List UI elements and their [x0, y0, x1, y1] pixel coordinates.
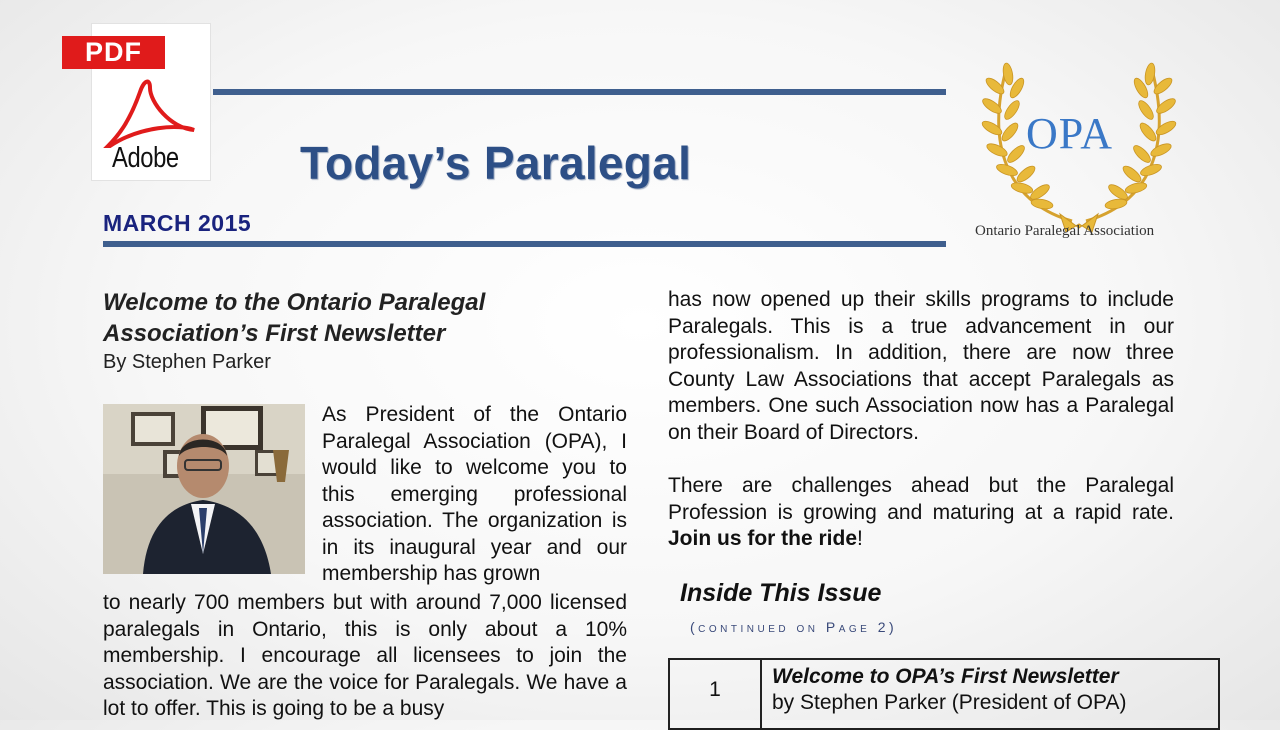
paragraph-2-text: There are challenges ahead but the Paralegal Profession is growing and maturing at a rapid rate. — [668, 474, 1174, 524]
header-rule-top — [213, 89, 946, 95]
pdf-badge: PDF — [62, 36, 165, 69]
article-text-continued: to nearly 700 members but with around 7,000 licensed paralegals in Ontario, this is only about a 10% membership. I encourage all licensees to join the association. We are the voice for Paralegals. We have a lot to offer. This is going to be a busy — [103, 591, 627, 720]
right-column-paragraph-1: has now opened up their skills programs to include Paralegals. This is a true advancement in our professionalism. In addition, there are now three County Law Associations that accept Paralegals as members. One such Association now has a Paralegal on their Board of Directors. — [668, 288, 1174, 444]
inside-issue-title: Inside This Issue — [680, 579, 882, 607]
right-column-paragraph-2 — [668, 473, 1174, 553]
opa-initials: OPA — [1026, 109, 1113, 158]
issue-date: MARCH 2015 — [103, 210, 252, 236]
table-row[interactable] — [669, 659, 1219, 729]
opa-caption: Ontario Paralegal Association — [975, 223, 1155, 239]
toc-title: Welcome to OPA’s First Newsletter — [772, 665, 1119, 688]
toc-author: by Stephen Parker (President of OPA) — [772, 691, 1127, 714]
article-byline: By Stephen Parker — [103, 351, 271, 373]
toc-entry — [761, 659, 1219, 729]
acrobat-logo-icon — [100, 72, 200, 152]
article-text-wrap: As President of the Ontario Paralegal Association (OPA), I would like to welcome you to this emerging professional association. The organization is in its inaugural year and our membership has grown — [322, 403, 627, 585]
paragraph-2-end: ! — [857, 527, 863, 550]
toc-number: 1 — [669, 659, 761, 729]
article-title: Welcome to the Ontario Paralegal Association’s First Newsletter — [103, 289, 486, 347]
author-photo — [103, 404, 305, 574]
adobe-label: Adobe — [112, 142, 179, 174]
newsletter-title: Today’s Paralegal — [300, 137, 692, 189]
contents-table — [668, 658, 1220, 730]
join-us-text: Join us for the ride — [668, 527, 858, 550]
continued-note: (continued on Page 2) — [690, 619, 898, 635]
header-rule-bottom — [103, 241, 946, 247]
